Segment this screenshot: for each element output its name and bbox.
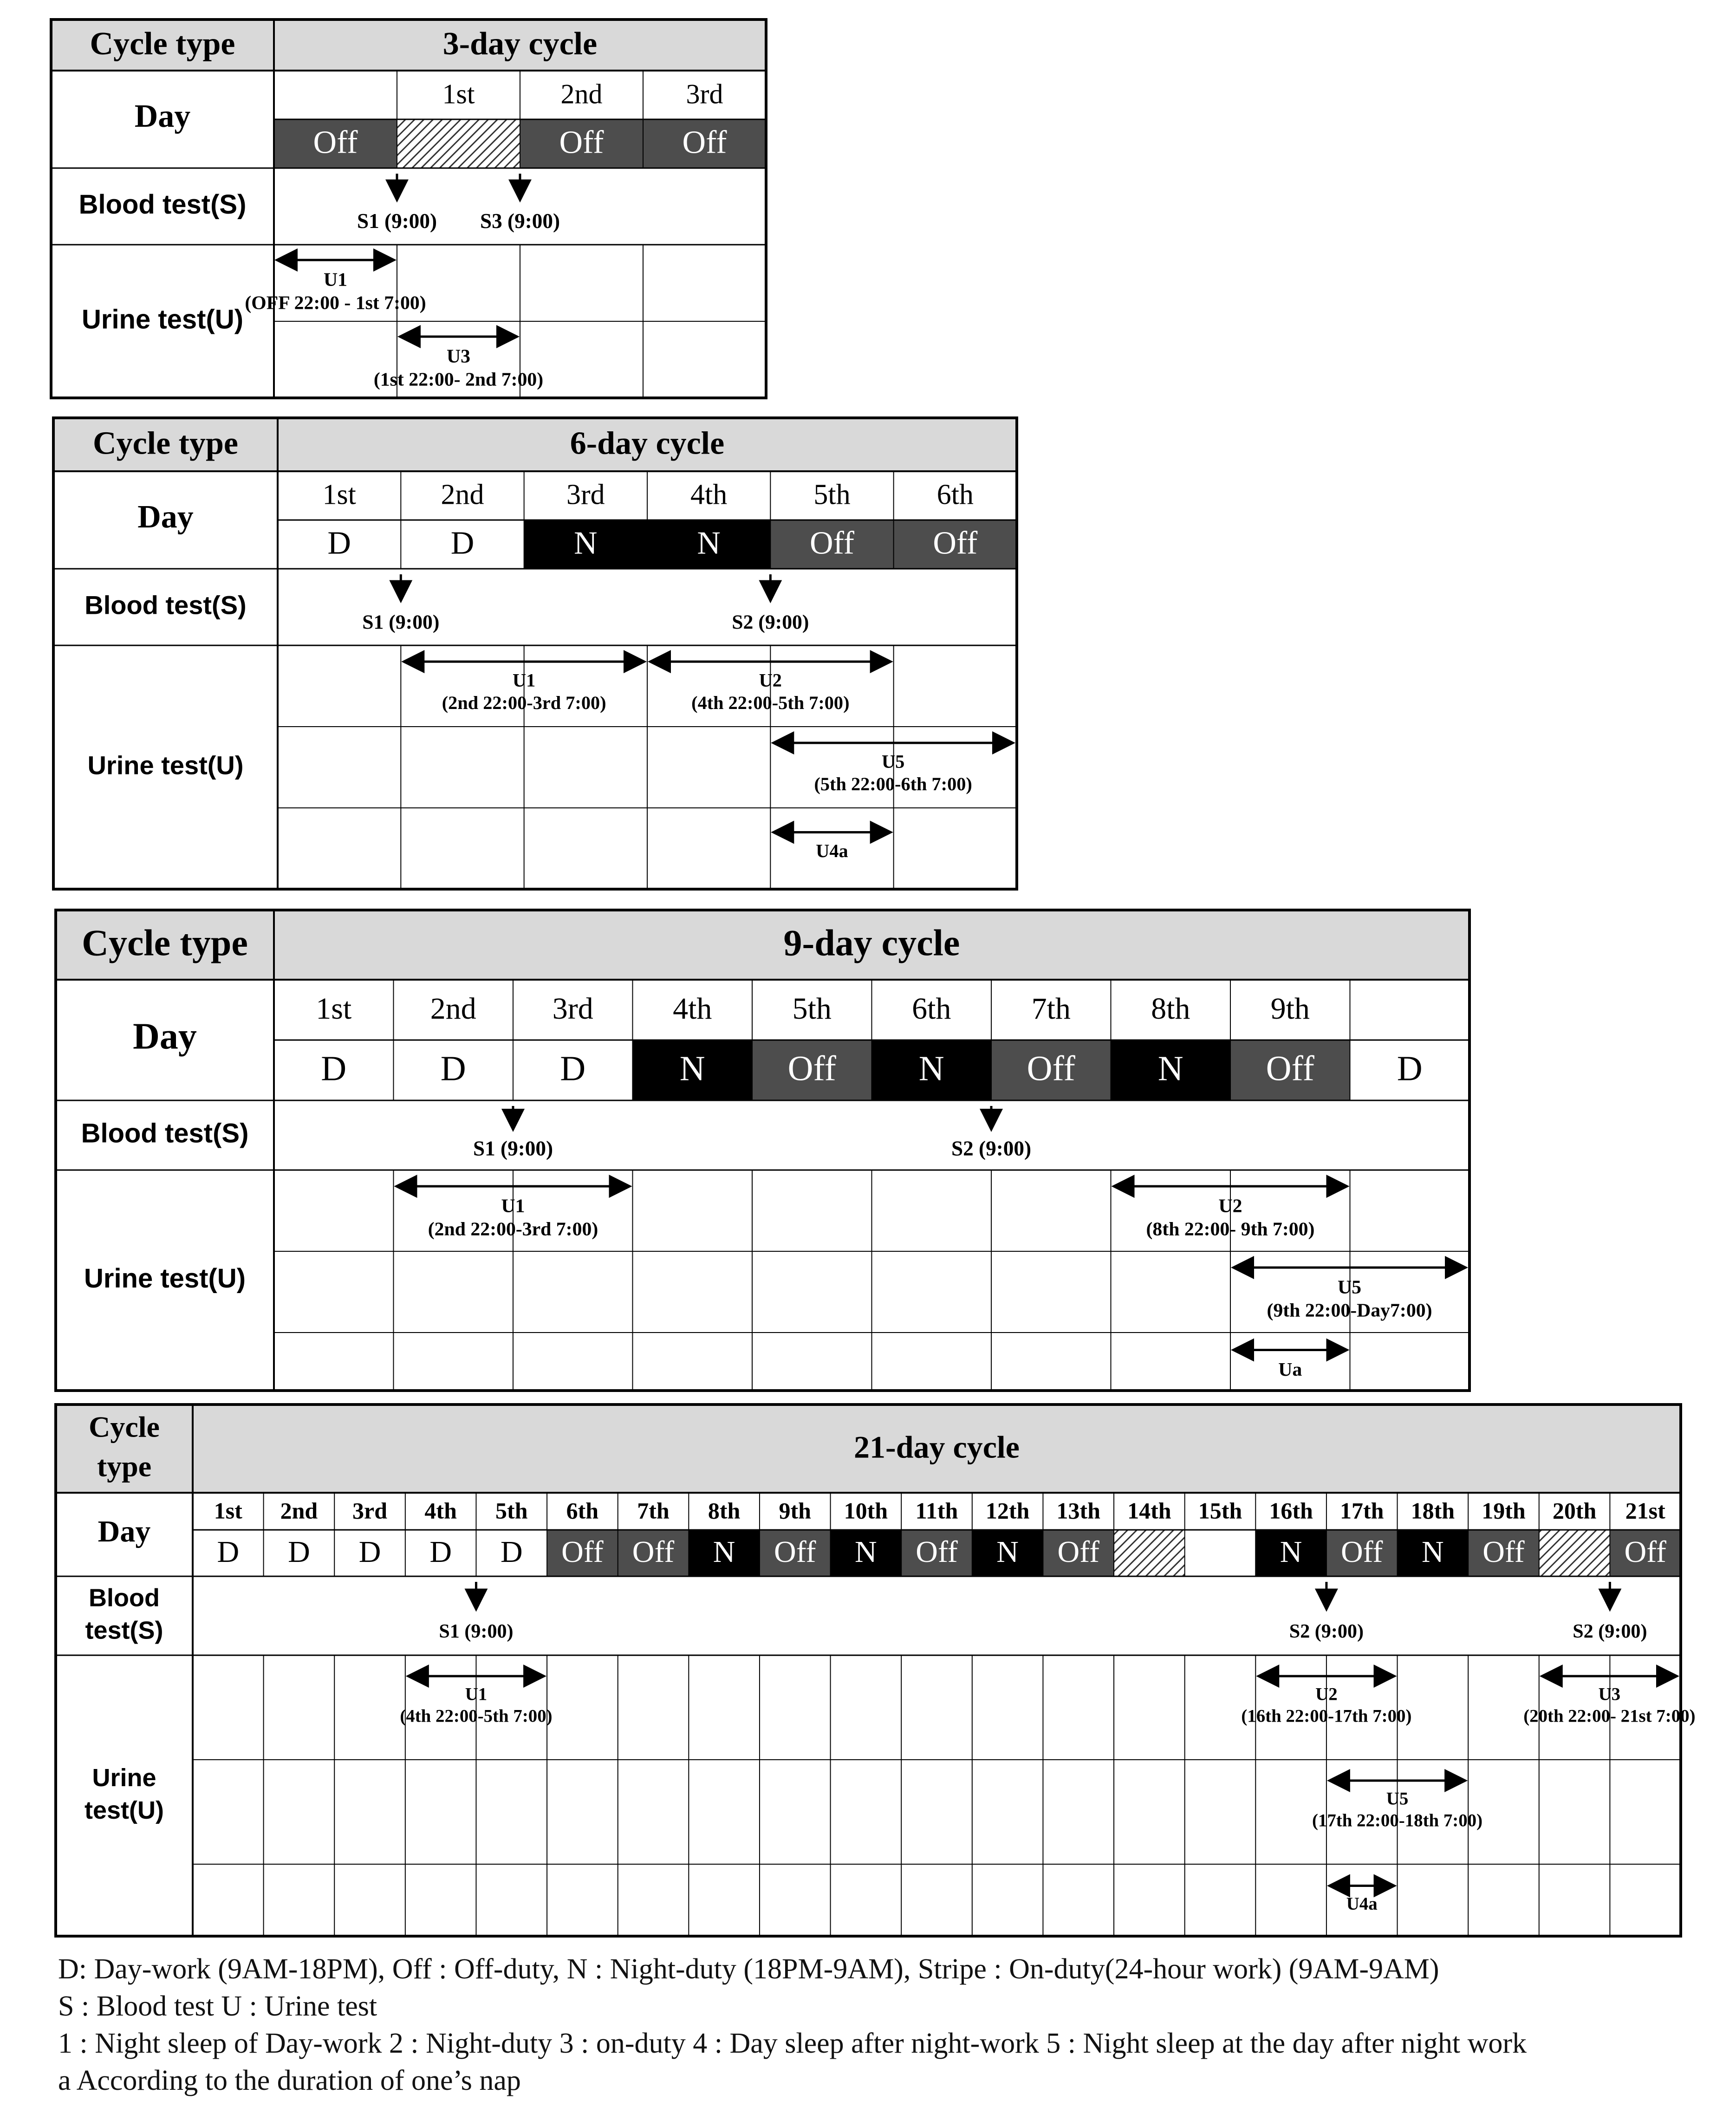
cycle21-shift-label: D [429, 1535, 452, 1569]
cycle21-cycle-type-label: Cycle [89, 1410, 160, 1444]
cycle21-day-header: 8th [708, 1497, 741, 1524]
cycle9-shift-label: N [918, 1049, 944, 1088]
cycle6-day-header: 2nd [441, 479, 484, 511]
legend-line-1: D: Day-work (9AM-18PM), Off : Off-duty, N : Night-duty (18PM-9AM), Stripe : On-duty(24-hour work) (9AM-9AM) [58, 1953, 1439, 1985]
cycle9-shift-label: D [1397, 1049, 1423, 1088]
cycle6-day-header: 4th [690, 479, 728, 511]
cycle21-shift-cell [1539, 1530, 1610, 1576]
cycle9-urine-label-name: U1 [501, 1195, 525, 1217]
cycle6-blood-label: Blood test(S) [85, 590, 247, 620]
cycle9-cycle-type-label: Cycle type [82, 923, 248, 964]
cycle21-shift-cell [1185, 1530, 1256, 1576]
cycle21-day-header: 9th [779, 1497, 811, 1524]
cycle6-urine-label: Urine test(U) [87, 750, 244, 780]
cycle6-urine-label-range: (5th 22:00-6th 7:00) [814, 773, 972, 794]
cycle9-day-header: 6th [912, 992, 951, 1026]
cycle21-shift-label: Off [774, 1535, 816, 1569]
cycle9-urine-label-name: Ua [1278, 1359, 1302, 1381]
cycle21-shift-label: N [1421, 1535, 1444, 1569]
cycle21-shift-label: Off [1482, 1535, 1525, 1569]
cycle21-day-header: 14th [1127, 1497, 1171, 1524]
cycle21-shift-label: Off [1624, 1535, 1666, 1569]
cycle9-shift-label: D [321, 1049, 347, 1088]
cycle21-day-header: 2nd [280, 1497, 318, 1524]
cycle6-urine-label-range: (4th 22:00-5th 7:00) [691, 692, 850, 713]
cycle9-shift-label: Off [787, 1049, 836, 1088]
cycle21-urine-label-name: U4a [1346, 1894, 1378, 1914]
cycle21-day-header: 12th [985, 1497, 1030, 1524]
cycle6-shift-label: Off [810, 525, 854, 561]
cycle21-day-label: Day [98, 1515, 151, 1549]
cycle21-day-header: 1st [214, 1497, 242, 1524]
cycle9-frame [56, 910, 1469, 1391]
cycle21-urine-label-range: (17th 22:00-18th 7:00) [1312, 1810, 1483, 1831]
cycle9-title: 9-day cycle [783, 923, 960, 964]
cycle6-day-header: 3rd [566, 479, 605, 511]
cycle21-urine-label-name: U3 [1598, 1684, 1621, 1704]
cycle6-day-header: 1st [322, 479, 356, 511]
cycle9-day-header: 2nd [430, 992, 476, 1026]
cycle21-day-header: 16th [1269, 1497, 1313, 1524]
legend-line-4: a According to the duration of one’s nap [58, 2065, 521, 2096]
cycle21-day-header: 15th [1198, 1497, 1242, 1524]
legend-line-3: 1 : Night sleep of Day-work 2 : Night-duty 3 : on-duty 4 : Day sleep after night-work 5 : Night sleep at the day after night work [58, 2028, 1527, 2059]
cycle3-blood-marker-label: S1 (9:00) [357, 209, 437, 233]
cycle9-shift-label: N [679, 1049, 705, 1088]
cycle21-urine-label: test(U) [85, 1796, 164, 1824]
cycle21-day-header: 18th [1411, 1497, 1455, 1524]
cycle6-urine-label-name: U4a [816, 840, 848, 862]
cycle21-shift-label: N [1280, 1535, 1302, 1569]
cycle21-title: 21-day cycle [854, 1429, 1020, 1465]
cycle21-day-header: 5th [495, 1497, 528, 1524]
cycle3-urine-label-name: U1 [323, 269, 348, 291]
cycle9-blood-marker-label: S2 (9:00) [951, 1137, 1032, 1160]
cycle6-shift-label: N [697, 525, 721, 561]
cycle21-shift-label: D [358, 1535, 381, 1569]
cycle9-urine-label-range: (9th 22:00-Day7:00) [1267, 1300, 1432, 1321]
cycle21-shift-label: D [217, 1535, 240, 1569]
cycle3-cycle-type-label: Cycle type [90, 26, 235, 62]
cycle3-day-label: Day [134, 98, 191, 135]
cycle21-urine-label: Urine [92, 1763, 156, 1792]
cycle3-shift-label: Off [559, 124, 604, 161]
cycle21-day-header: 7th [637, 1497, 670, 1524]
cycle9-day-header: 7th [1031, 992, 1071, 1026]
cycle21-shift-label: Off [916, 1535, 958, 1569]
cycle21-day-header: 10th [844, 1497, 888, 1524]
cycle21-shift-label: Off [632, 1535, 675, 1569]
cycle6-shift-label: D [450, 525, 475, 561]
cycle21-blood-label: test(S) [85, 1616, 163, 1645]
cycle9-day-header: 3rd [552, 992, 593, 1026]
cycle3-day-header: 2nd [560, 78, 603, 110]
cycle9-day-label: Day [133, 1016, 197, 1057]
cycle3-urine-label-name: U3 [446, 345, 471, 367]
cycle9-blood-marker-label: S1 (9:00) [473, 1137, 553, 1160]
cycle3-shift-label: Off [682, 124, 727, 161]
cycle9-day-header: 8th [1151, 992, 1190, 1026]
cycle6-blood-marker-label: S1 (9:00) [362, 611, 440, 633]
cycle21-blood-marker-label: S1 (9:00) [439, 1620, 514, 1643]
cycle3-shift-cell [397, 119, 520, 168]
cycle9-shift-label: Off [1027, 1049, 1075, 1088]
cycle21-blood-label: Blood [89, 1584, 160, 1612]
cycle21-shift-label: Off [1057, 1535, 1099, 1569]
cycle9-shift-label: D [560, 1049, 586, 1088]
cycle6-shift-label: D [327, 525, 351, 561]
cycle6-blood-marker-label: S2 (9:00) [732, 611, 809, 633]
cycle6-shift-label: Off [933, 525, 978, 561]
cycle3-blood-label: Blood test(S) [78, 189, 247, 220]
cycle9-urine-label-range: (2nd 22:00-3rd 7:00) [428, 1218, 598, 1240]
cycle9-shift-label: D [440, 1049, 466, 1088]
cycle9-day-header: 9th [1270, 992, 1310, 1026]
cycle21-shift-label: D [500, 1535, 523, 1569]
cycle21-day-header: 17th [1339, 1497, 1384, 1524]
cycle9-blood-label: Blood test(S) [81, 1118, 249, 1149]
cycle21-day-header: 19th [1482, 1497, 1526, 1524]
cycle21-day-header: 20th [1552, 1497, 1597, 1524]
cycle3-shift-label: Off [313, 124, 358, 161]
cycle9-shift-label: N [1157, 1049, 1183, 1088]
cycle9-shift-label: Off [1266, 1049, 1314, 1088]
cycle6-urine-label-name: U2 [759, 670, 782, 691]
cycle6-title: 6-day cycle [570, 425, 725, 462]
cycle21-urine-label-name: U2 [1315, 1684, 1338, 1704]
cycle21-day-header: 21st [1625, 1497, 1665, 1524]
cycle3-day-header: 3rd [686, 78, 723, 110]
cycle21-day-header: 11th [915, 1497, 958, 1524]
cycle9-title-row-bg [56, 910, 1469, 980]
cycle21-day-header: 6th [566, 1497, 599, 1524]
cycle6-day-header: 6th [936, 479, 974, 511]
cycle9-day-header: 4th [673, 992, 712, 1026]
cycle6-day-label: Day [137, 499, 194, 535]
cycle21-blood-marker-label: S2 (9:00) [1289, 1620, 1364, 1643]
cycle21-shift-label: D [288, 1535, 310, 1569]
cycle21-shift-label: N [713, 1535, 735, 1569]
cycle21-shift-label: N [996, 1535, 1019, 1569]
cycle3-day-header: 1st [442, 78, 475, 110]
cycle21-day-header: 4th [424, 1497, 457, 1524]
cycle21-urine-label-range: (4th 22:00-5th 7:00) [400, 1706, 553, 1726]
cycle21-urine-label-range: (16th 22:00-17th 7:00) [1241, 1706, 1412, 1726]
cycle21-urine-label-name: U1 [465, 1684, 488, 1704]
cycle9-urine-label: Urine test(U) [84, 1263, 246, 1294]
cycle21-day-header: 13th [1056, 1497, 1100, 1524]
cycle6-day-header: 5th [813, 479, 851, 511]
cycle6-urine-label-name: U1 [513, 670, 536, 691]
legend-line-2: S : Blood test U : Urine test [58, 1990, 377, 2022]
cycle3-urine-label-range: (1st 22:00- 2nd 7:00) [373, 369, 544, 390]
cycle3-blood-marker-label: S3 (9:00) [480, 209, 560, 233]
cycle6-urine-label-range: (2nd 22:00-3rd 7:00) [442, 692, 606, 713]
cycle3-title: 3-day cycle [442, 26, 598, 62]
cycle6-shift-label: N [574, 525, 598, 561]
cycle3-urine-label-range: (OFF 22:00 - 1st 7:00) [245, 292, 426, 314]
cycle21-shift-cell [1114, 1530, 1185, 1576]
cycle21-shift-label: Off [1340, 1535, 1383, 1569]
cycle9-urine-label-range: (8th 22:00- 9th 7:00) [1146, 1218, 1315, 1240]
cycle21-shift-label: Off [561, 1535, 604, 1569]
cycle9-urine-label-name: U5 [1337, 1276, 1362, 1298]
cycle6-cycle-type-label: Cycle type [93, 425, 238, 462]
cycle9-urine-label-name: U2 [1218, 1195, 1242, 1217]
cycle21-day-header: 3rd [352, 1497, 388, 1524]
cycle9-day-header: 5th [792, 992, 832, 1026]
cycle21-urine-label-name: U5 [1386, 1788, 1409, 1809]
cycle21-cycle-type-label: type [97, 1450, 152, 1483]
cycle21-urine-label-range: (20th 22:00- 21st 7:00) [1523, 1706, 1696, 1726]
cycle6-frame [53, 418, 1017, 889]
cycle9-day-header: 1st [316, 992, 352, 1026]
cycle21-blood-marker-label: S2 (9:00) [1573, 1620, 1647, 1643]
cycle21-shift-label: N [855, 1535, 877, 1569]
cycle3-urine-label: Urine test(U) [81, 304, 244, 335]
cycle6-urine-label-name: U5 [882, 751, 905, 772]
